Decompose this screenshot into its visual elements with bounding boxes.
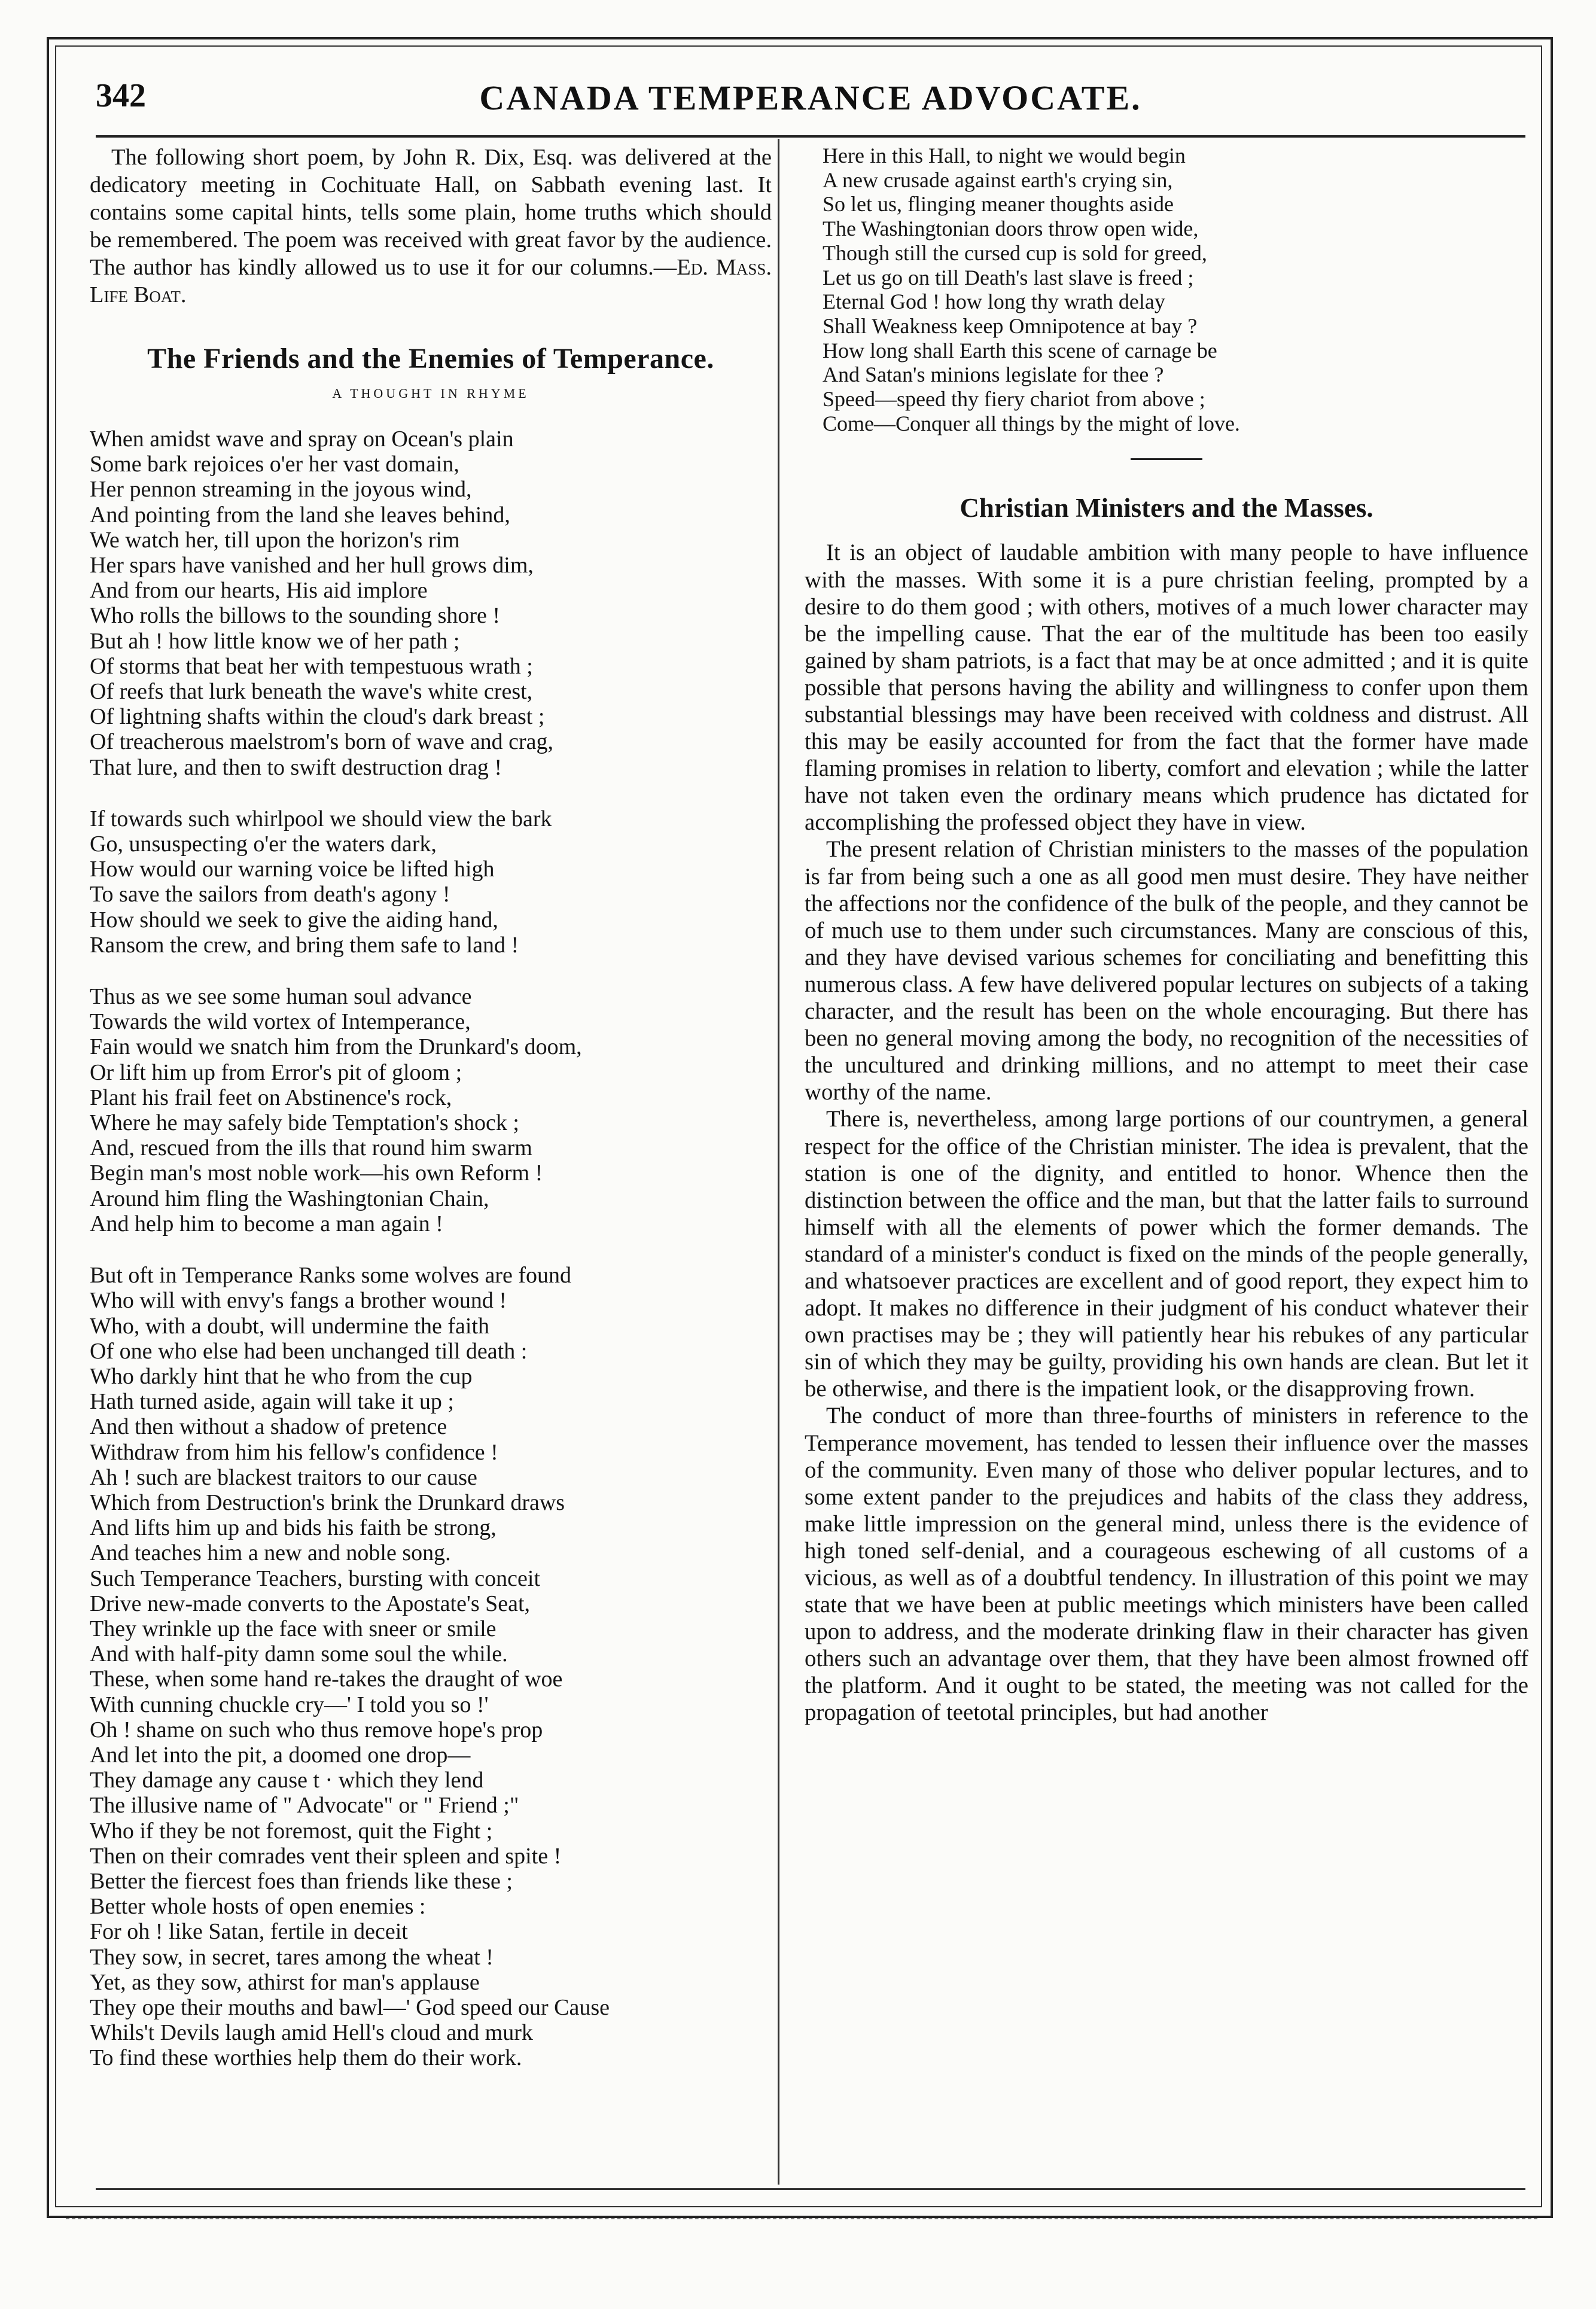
poem-line: And lifts him up and bids his faith be strong,: [90, 1515, 497, 1541]
poem-line: Hath turned aside, again will take it up ;: [90, 1389, 454, 1415]
column-divider: [778, 139, 779, 2185]
poem-line: Oh ! shame on such who thus remove hope's prop: [90, 1717, 543, 1743]
poem-line: When amidst wave and spray on Ocean's plain: [90, 427, 514, 452]
poem-line: Then on their comrades vent their spleen and spite !: [90, 1843, 562, 1869]
poem-line: Who darkly hint that he who from the cup: [90, 1363, 473, 1389]
poem-line: Which from Destruction's brink the Drunkard draws: [90, 1489, 565, 1515]
poem-line: They ope their mouths and bawl—' God speed our Cause: [90, 1994, 610, 2020]
poem-line: They wrinkle up the face with sneer or smile: [90, 1616, 497, 1641]
poem-continuation: [805, 144, 1528, 435]
poem-line: If towards such whirlpool we should view the bark: [90, 806, 552, 831]
poem-line: Fain would we snatch him from the Drunkard's doom,: [90, 1034, 582, 1060]
left-column: [90, 144, 772, 2097]
poem-line: Who rolls the billows to the sounding shore !: [90, 603, 501, 629]
poem-line: So let us, flinging meaner thoughts aside: [823, 192, 1174, 217]
intro-signature: Ed. Mass. Life Boat.: [90, 255, 772, 307]
poem-line: And, rescued from the ills that round him swarm: [90, 1135, 532, 1161]
poem-line: Plant his frail feet on Abstinence's rock,: [90, 1085, 452, 1110]
page-header: [96, 66, 1525, 132]
poem-line: Of lightning shafts within the cloud's dark breast ;: [90, 704, 545, 730]
poem-line: Such Temperance Teachers, bursting with conceit: [90, 1565, 541, 1591]
article-paragraph: The conduct of more than three-fourths of ministers in reference to the Temperance movement, has tended to lessen their influence over the masses of the community. Even many of those who deliver popular lectures, and to some extent pander to the prejudices and habits of the class they address, make little impression on the general mind, unless there is the evidence of high toned self-denial, and a courageous eschewing of all customs of a vicious, as well as of a doubtful tendency. In illustration of this point we may state that we have been at public meetings which ministers have been called upon to address, and the moderate drinking flaw in their character has given others such an advantage over them, that they have been almost frowned off the platform. And it ought to be stated, the meeting was not called for the propagation of teetotal principles, but had another: [805, 1403, 1528, 1726]
poem-line: Let us go on till Death's last slave is freed ;: [823, 265, 1194, 290]
poem-line: Where he may safely bide Temptation's shock ;: [90, 1110, 519, 1136]
poem-line: They sow, in secret, tares among the wheat !: [90, 1944, 494, 1970]
poem-line: For oh ! like Satan, fertile in deceit: [90, 1919, 408, 1945]
poem-line: They damage any cause t · which they lend: [90, 1768, 484, 1793]
poem-line: Here in this Hall, to night we would begin: [823, 144, 1186, 167]
poem-line: Of treacherous maelstrom's born of wave and crag,: [90, 729, 553, 755]
poem-line: How would our warning voice be lifted high: [90, 857, 495, 882]
poem-line: The illusive name of " Advocate" or " Friend ;": [90, 1793, 519, 1818]
poem-stanza: [90, 427, 772, 780]
poem-line: Who if they be not foremost, quit the Fight ;: [90, 1818, 493, 1844]
poem-line: Begin man's most noble work—his own Reform !: [90, 1160, 543, 1186]
poem-line: Though still the cursed cup is sold for greed,: [823, 240, 1207, 265]
poem-line: Go, unsuspecting o'er the waters dark,: [90, 831, 437, 857]
poem-line: Speed—speed thy fiery chariot from above ;: [823, 387, 1205, 412]
bottom-rule: [96, 2188, 1525, 2190]
poem-line: Her pennon streaming in the joyous wind,: [90, 477, 472, 502]
poem-line: Around him fling the Washingtonian Chain,: [90, 1186, 489, 1211]
poem-line: And let into the pit, a doomed one drop—: [90, 1742, 471, 1768]
poem-line: To find these worthies help them do their work.: [90, 2045, 522, 2071]
poem-line: How long shall Earth this scene of carnage be: [823, 338, 1217, 363]
poem-line: The Washingtonian doors throw open wide,: [823, 217, 1199, 241]
poem-line: And Satan's minions legislate for thee ?: [823, 363, 1164, 387]
poem-line: Her spars have vanished and her hull grows dim,: [90, 553, 534, 578]
poem-line: And from our hearts, His aid implore: [90, 578, 428, 604]
article-paragraph: It is an object of laudable ambition with many people to have influence with the masses. With some it is a pure christian feeling, prompted by a desire to do them good ; with others, motives of a much lower character may be the impelling cause. That the ear of the multitude has been too easily gained by sham patriots, is a fact that may be at once admitted ; and it is quite possible that persons having the ability and willingness to confer upon them substantial blessings may have been received with coldness and distrust. All this may be easily accounted for from the fact that the former have made flaming promises in relation to liberty, comfort and elevation ; while the latter have not taken even the ordinary means which prudence has dictated for accomplishing the professed object they have in view.: [805, 540, 1528, 836]
poem-line: Shall Weakness keep Omnipotence at bay ?: [823, 313, 1198, 338]
poem-line: Yet, as they sow, athirst for man's applause: [90, 1969, 480, 1995]
poem-line: Withdraw from him his fellow's confidence !: [90, 1439, 498, 1465]
poem-stanza: [90, 984, 772, 1236]
article-paragraph: The present relation of Christian ministers to the masses of the population is far from being such a one as all good men must desire. They have neither the affections nor the confidence of the bulk of the people, and they cannot be of much use to them under such circumstances. Many are conscious of this, and they have devised various schemes for conciliating and benefitting this numerous class. A few have delivered popular lectures on subjects of a taking character, and the result has been on the whole encouraging. But there has been no general moving among the body, no recognition of the necessities of the uncultured and drinking millions, and no attempt to meet their case worthy of the name.: [805, 836, 1528, 1105]
poem-line: Some bark rejoices o'er her vast domain,: [90, 452, 459, 477]
poem-line: Eternal God ! how long thy wrath delay: [823, 290, 1165, 314]
intro-text: The following short poem, by John R. Dix, Esq. was delivered at the dedicatory meeting in Cochituate Hall, on Sabbath evening last. It contains some capital hints, tells some plain, home truths which should be remembered. The poem was received with great favor by the audience. The author has kindly allowed us to use it for our columns.—: [90, 145, 772, 280]
poem-stanzas: [90, 427, 772, 2071]
bottom-dashed-rule: [66, 2218, 1537, 2220]
poem-line: Drive new-made converts to the Apostate's Seat,: [90, 1591, 531, 1616]
poem-line: Towards the wild vortex of Intemperance,: [90, 1009, 471, 1035]
right-column: [805, 144, 1528, 1726]
poem-line: Ah ! such are blackest traitors to our cause: [90, 1464, 477, 1490]
poem-line: How should we seek to give the aiding hand,: [90, 907, 498, 933]
poem-line: And with half-pity damn some soul the while.: [90, 1641, 508, 1667]
poem-title: The Friends and the Enemies of Temperance.: [147, 343, 714, 374]
poem-line: Better the fiercest foes than friends like these ;: [90, 1868, 513, 1894]
editor-introduction: [90, 144, 772, 309]
page-number: 342: [96, 77, 146, 114]
article-title: Christian Ministers and the Masses.: [960, 493, 1373, 523]
poem-line: Or lift him up from Error's pit of gloom ;: [90, 1059, 462, 1085]
poem-line: We watch her, till upon the horizon's rim: [90, 527, 460, 553]
poem-line: With cunning chuckle cry—' I told you so !': [90, 1692, 489, 1717]
poem-line: A new crusade against earth's crying sin,: [823, 167, 1173, 192]
section-divider: [1131, 458, 1202, 460]
poem-line: But oft in Temperance Ranks some wolves are found: [90, 1263, 571, 1288]
poem-line: And help him to become a man again !: [90, 1211, 443, 1236]
poem-line: To save the sailors from death's agony !: [90, 882, 450, 907]
poem-line: And pointing from the land she leaves behind,: [90, 502, 510, 528]
article-paragraph: There is, nevertheless, among large portions of our countrymen, a general respect for the office of the Christian minister. The idea is prevalent, that the station is one of the dignity, and entitled to honor. Whence then the distinction between the office and the man, but that the latter fails to surround himself with all the elements of power which the former demands. The standard of a minister's conduct is fixed on the minds of the people generally, and whatsoever practices are excellent and of good report, they expect him to adopt. It makes no difference in their judgment of his conduct whatever their own practises may be ; they will patiently hear his rebukes of any particular sin of which they may be guilty, providing his own hands are clean. But let it be otherwise, and there is the impatient look, or the disapproving frown.: [805, 1106, 1528, 1402]
header-rule: [96, 135, 1525, 138]
poem-line: Thus as we see some human soul advance: [90, 984, 472, 1010]
poem-line: That lure, and then to swift destruction drag !: [90, 754, 502, 780]
poem-line: These, when some hand re-takes the draught of woe: [90, 1667, 563, 1692]
poem-stanza: [90, 1263, 772, 2071]
poem-line: But ah ! how little know we of her path ;: [90, 628, 460, 654]
article-body: [805, 539, 1528, 1726]
poem-line: Ransom the crew, and bring them safe to land !: [90, 932, 519, 958]
poem-line: And then without a shadow of pretence: [90, 1414, 447, 1440]
poem-line: Come—Conquer all things by the might of love.: [823, 411, 1240, 435]
poem-line: Who, with a doubt, will undermine the faith: [90, 1313, 490, 1339]
poem-line: Who will with envy's fangs a brother wound !: [90, 1288, 507, 1314]
poem-line: Of one who else had been unchanged till death :: [90, 1338, 528, 1364]
poem-line: Of reefs that lurk beneath the wave's white crest,: [90, 679, 533, 705]
poem-line: Of storms that beat her with tempestuous wrath ;: [90, 653, 533, 679]
poem-stanza: [90, 806, 772, 958]
running-title: CANADA TEMPERANCE ADVOCATE.: [479, 78, 1142, 117]
poem-line: And teaches him a new and noble song.: [90, 1540, 451, 1566]
poem-line: Whils't Devils laugh amid Hell's cloud and murk: [90, 2020, 533, 2046]
poem-subtitle: A THOUGHT IN RHYME: [332, 386, 529, 401]
poem-line: Better whole hosts of open enemies :: [90, 1894, 426, 1920]
